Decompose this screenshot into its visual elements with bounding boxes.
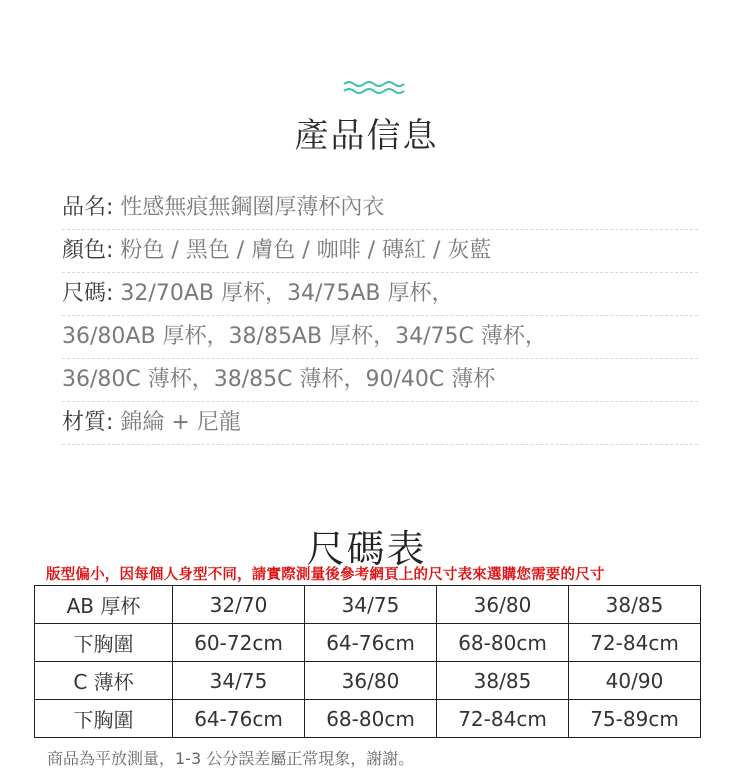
table-cell: AB 厚杯 — [35, 586, 173, 624]
table-cell: 72-84cm — [437, 700, 569, 738]
info-row-color — [62, 230, 698, 273]
table-cell: 64-76cm — [173, 700, 305, 738]
size-chart-note: 版型偏小，因每個人身型不同，請實際測量後參考網頁上的尺寸表來選購您需要的尺寸 — [46, 567, 605, 583]
info-row-size-cont-1 — [62, 316, 698, 359]
wave-icon — [342, 80, 406, 94]
size-table — [34, 585, 701, 738]
info-value: 性感無痕無鋼圈厚薄杯內衣 — [113, 195, 385, 220]
table-row — [35, 586, 701, 624]
info-value: 36/80C 薄杯，38/85C 薄杯，90/40C 薄杯 — [62, 367, 496, 392]
info-label: 尺碼: — [62, 281, 114, 306]
table-cell: 34/75 — [305, 586, 437, 624]
table-cell: 40/90 — [569, 662, 701, 700]
table-cell: 38/85 — [569, 586, 701, 624]
table-cell: 60-72cm — [173, 624, 305, 662]
table-cell: 68-80cm — [437, 624, 569, 662]
table-cell: 下胸圍 — [35, 624, 173, 662]
info-value: 粉色 / 黑色 / 膚色 / 咖啡 / 磚紅 / 灰藍 — [113, 238, 492, 263]
product-info-title: 產品信息 — [294, 116, 439, 156]
table-row — [35, 662, 701, 700]
info-row-material — [62, 402, 698, 445]
table-cell: 32/70 — [173, 586, 305, 624]
table-cell: 34/75 — [173, 662, 305, 700]
table-cell: 38/85 — [437, 662, 569, 700]
table-cell: 68-80cm — [305, 700, 437, 738]
size-chart-footnote: 商品為平放測量，1-3 公分誤差屬正常現象，謝謝。 — [47, 749, 415, 768]
info-value: 32/70AB 厚杯，34/75AB 厚杯， — [113, 281, 454, 306]
info-row-name — [62, 187, 698, 230]
product-info-list — [62, 187, 698, 445]
table-row — [35, 624, 701, 662]
info-label: 材質: — [62, 410, 114, 435]
table-cell: 36/80 — [437, 586, 569, 624]
table-cell: 64-76cm — [305, 624, 437, 662]
table-cell: 72-84cm — [569, 624, 701, 662]
table-row — [35, 700, 701, 738]
table-cell: 75-89cm — [569, 700, 701, 738]
info-label: 品名: — [62, 195, 114, 220]
table-cell: C 薄杯 — [35, 662, 173, 700]
table-cell: 下胸圍 — [35, 700, 173, 738]
info-row-size — [62, 273, 698, 316]
info-value: 錦綸 + 尼龍 — [113, 410, 241, 435]
info-label: 顏色: — [62, 238, 114, 263]
info-row-size-cont-2 — [62, 359, 698, 402]
size-chart-title: 尺碼表 — [306, 527, 427, 571]
info-value: 36/80AB 厚杯，38/85AB 厚杯，34/75C 薄杯， — [62, 324, 547, 349]
table-cell: 36/80 — [305, 662, 437, 700]
